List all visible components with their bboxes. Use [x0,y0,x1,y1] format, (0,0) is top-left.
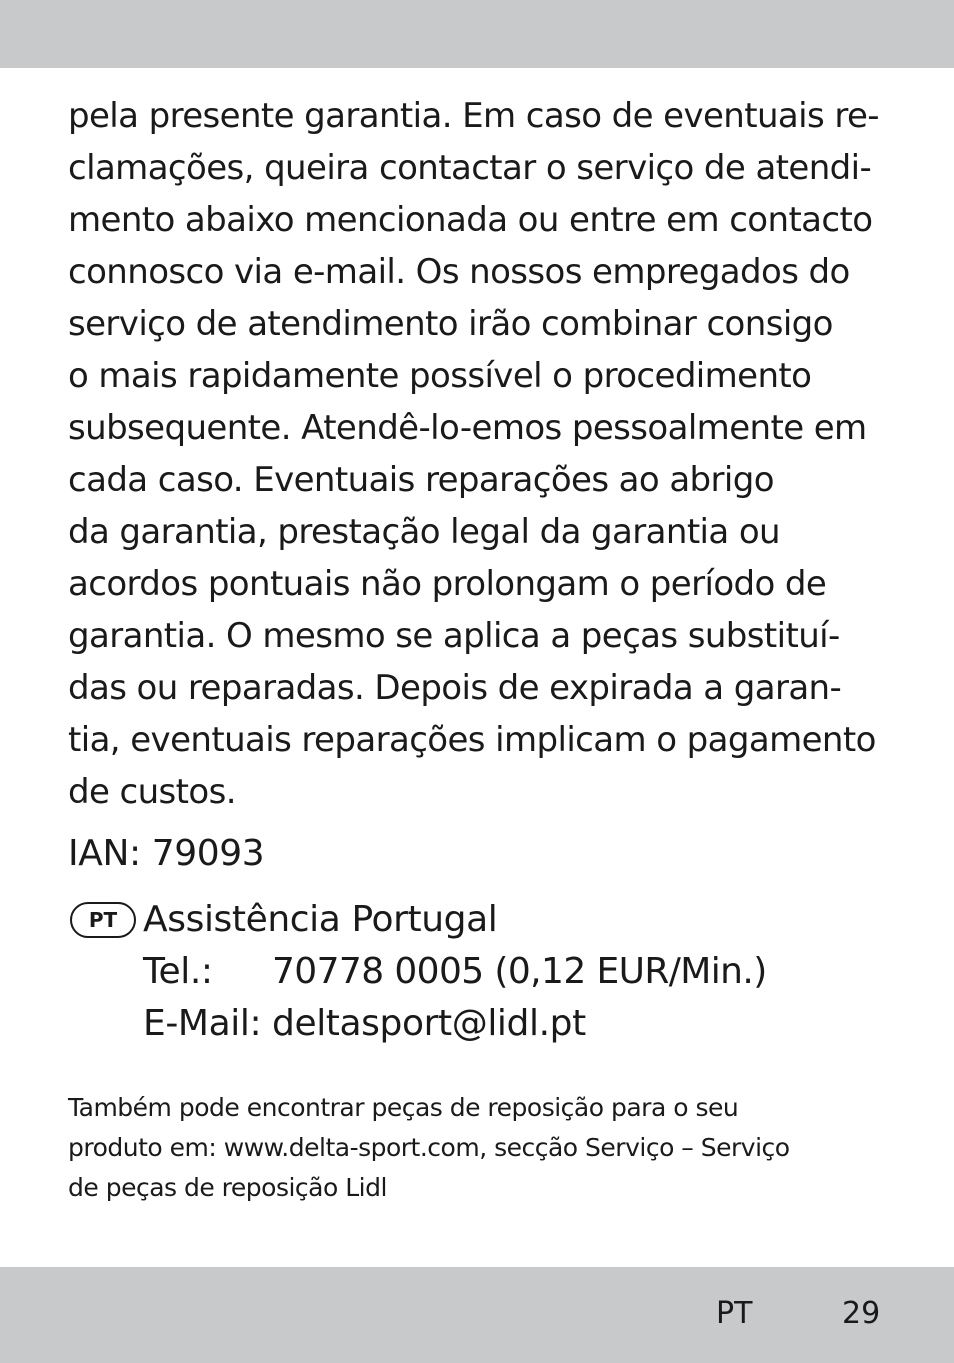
spare-parts-note [68,1088,898,1208]
service-center-title: Assistência Portugal [143,899,498,940]
paragraph-line: pela presente garantia. Em caso de eventuais re- [68,96,879,136]
paragraph-line: serviço de atendimento irão combinar consigo [68,304,833,344]
footer-language: PT [716,1296,753,1331]
note-line: Também pode encontrar peças de reposição para o seu [68,1093,739,1122]
note-line: produto em: www.delta-sport.com, secção Serviço – Serviço [68,1133,790,1162]
country-badge-icon: PT [70,902,136,938]
paragraph-line: das ou reparadas. Depois de expirada a garan- [68,668,842,708]
paragraph-line: acordos pontuais não prolongam o período de [68,564,827,604]
paragraph-line: tia, eventuais reparações implicam o pagamento [68,720,876,760]
paragraph-line: garantia. O mesmo se aplica a peças substituí- [68,616,840,656]
paragraph-line: subsequente. Atendê-lo-emos pessoalmente em [68,408,867,448]
note-line: de peças de reposição Lidl [68,1173,387,1202]
phone-label: Tel.: [143,951,213,992]
page-number: 29 [842,1296,881,1331]
email-address: deltasport@lidl.pt [272,1003,586,1044]
paragraph-line: clamações, queira contactar o serviço de atendi- [68,148,872,188]
phone-number: 70778 0005 (0,12 EUR/Min.) [272,951,767,992]
bottom-footer-bar [0,1267,954,1363]
paragraph-line: o mais rapidamente possível o procedimento [68,356,812,396]
top-header-bar [0,0,954,68]
paragraph-line: mento abaixo mencionada ou entre em contacto [68,200,873,240]
paragraph-line: cada caso. Eventuais reparações ao abrigo [68,460,774,500]
paragraph-line: da garantia, prestação legal da garantia ou [68,512,780,552]
ian-number: IAN: 79093 [68,833,265,874]
paragraph-line: de custos. [68,772,236,812]
email-label: E-Mail: [143,1003,262,1044]
warranty-paragraph [68,90,898,818]
paragraph-line: connosco via e-mail. Os nossos empregados do [68,252,850,292]
